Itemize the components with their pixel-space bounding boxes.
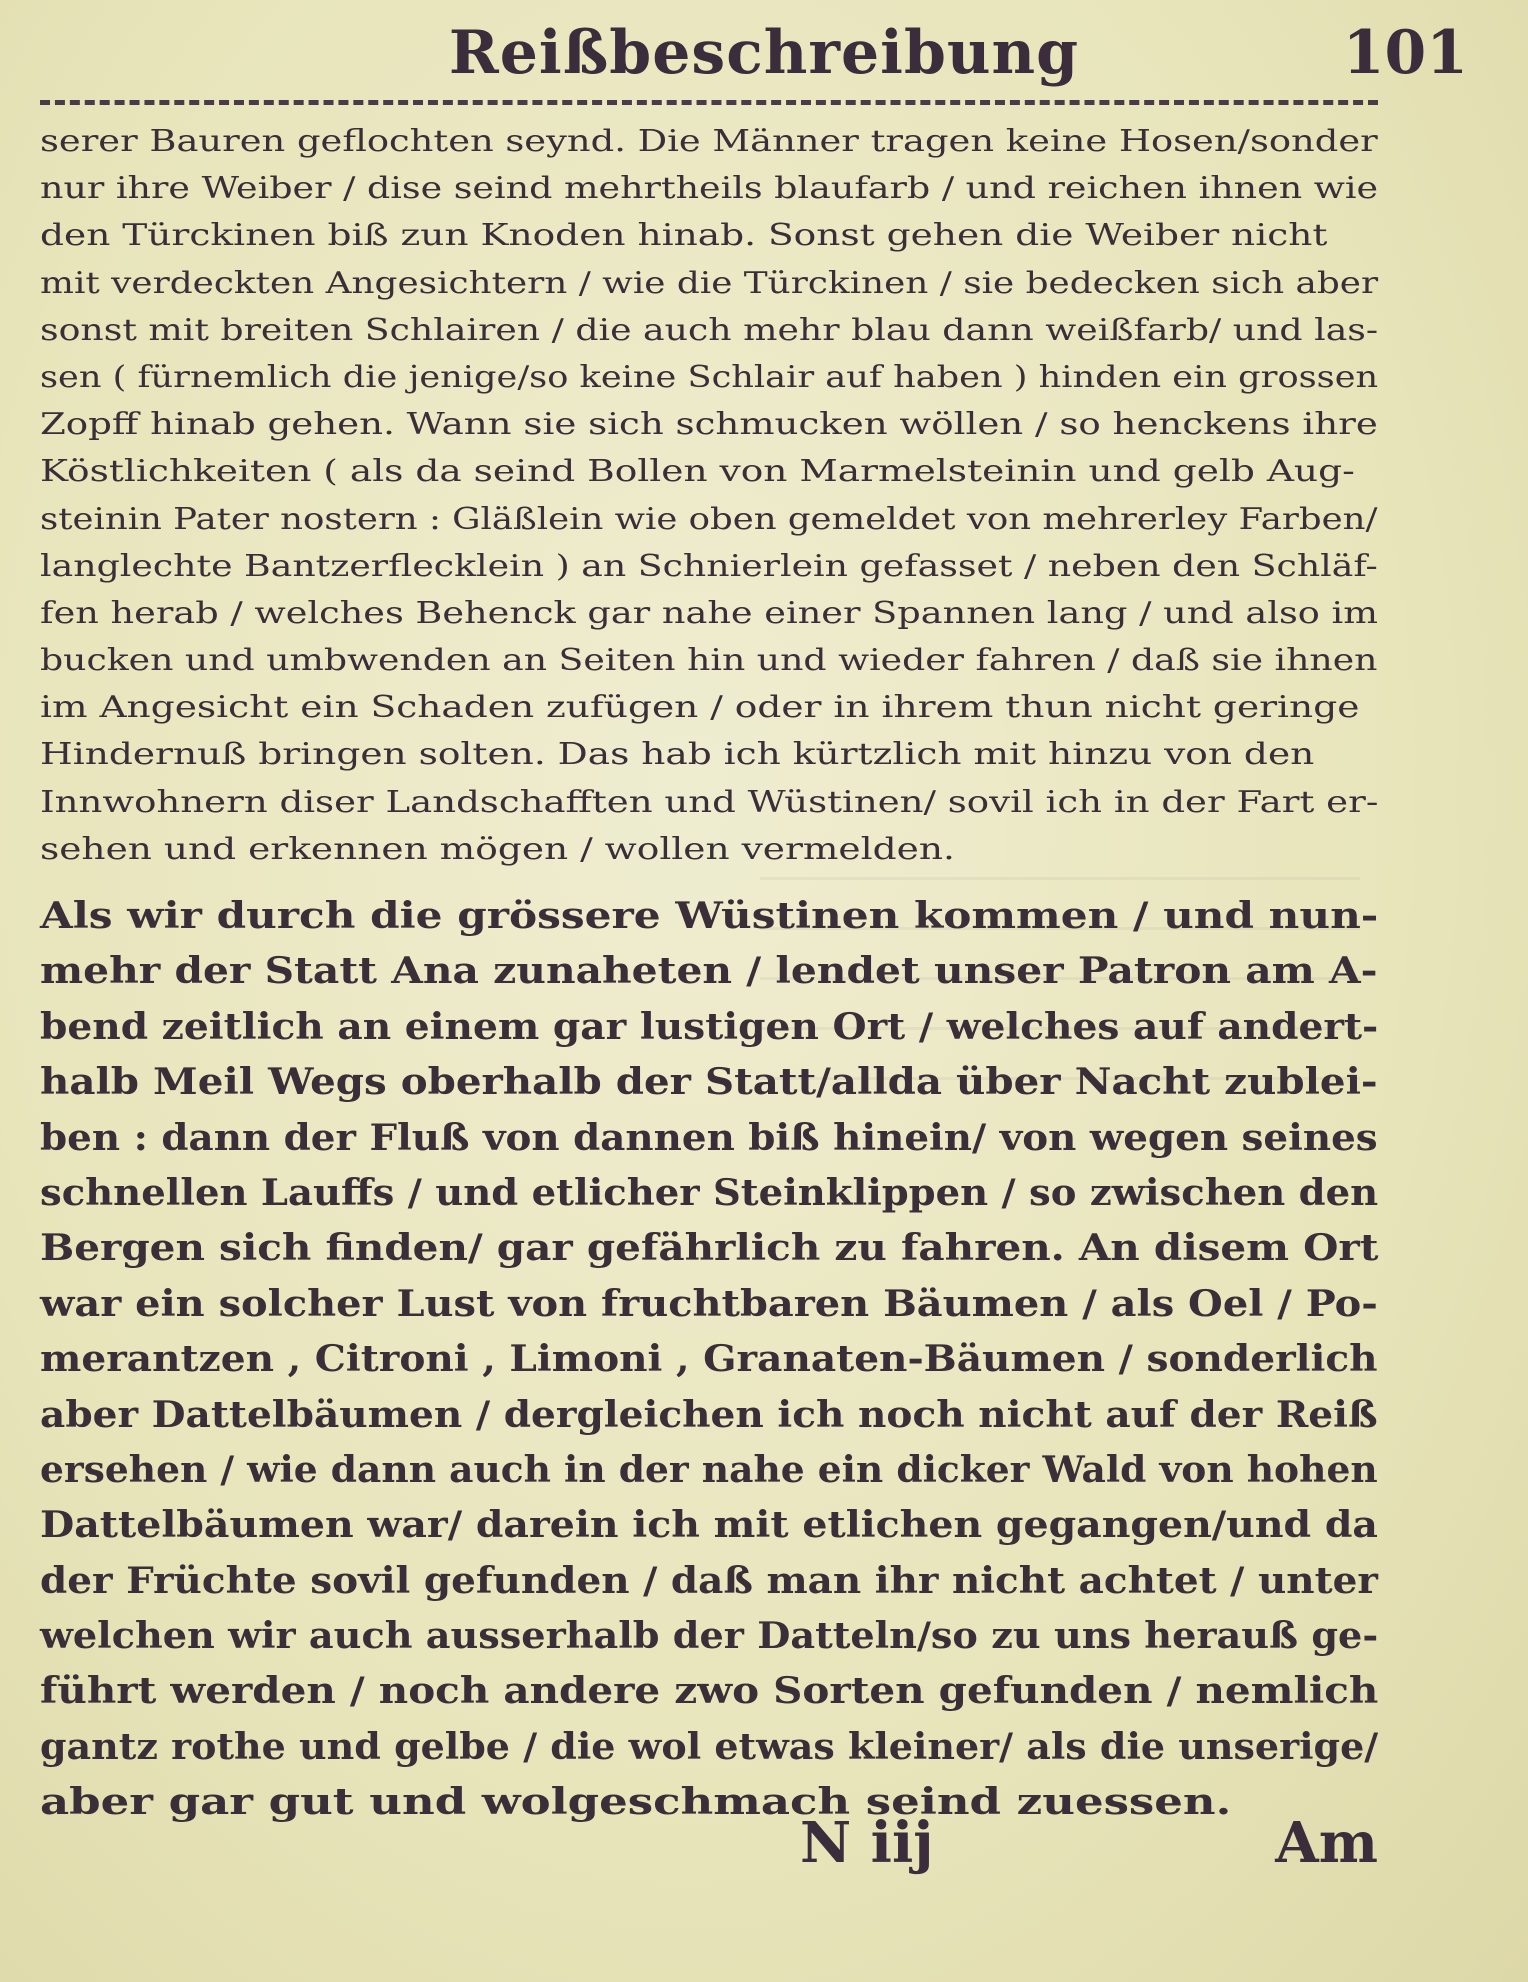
text-line: schnellen Lauffs / und etlicher Steinklippen / so zwischen den	[40, 1171, 1379, 1214]
text-line: steinin Pater nostern : Gläßlein wie oben gemeldet von mehrerley Farben/	[40, 501, 1378, 537]
text-line: welchen wir auch ausserhalb der Datteln/so zu uns herauß ge-	[40, 1615, 1379, 1658]
text-line: war ein solcher Lust von fruchtbaren Bäumen / als Oel / Po-	[40, 1282, 1378, 1325]
signature-mark: N iij	[800, 1810, 934, 1876]
body-text	[40, 118, 1378, 1831]
page-header	[40, 18, 1488, 98]
text-line: sehen und erkennen mögen / wollen vermelden.	[40, 831, 955, 867]
paragraph-1	[40, 118, 1378, 873]
header-rule	[40, 100, 1378, 105]
text-line: den Türckinen biß zun Knoden hinab. Sonst gehen die Weiber nicht	[40, 218, 1328, 254]
catchword: Am	[1275, 1810, 1378, 1876]
text-line: nur ihre Weiber / dise seind mehrtheils blaufarb / und reichen ihnen wie	[40, 171, 1379, 207]
text-line: bend zeitlich an einem gar lustigen Ort / welches auf andert-	[40, 1005, 1379, 1048]
text-line: Innwohnern diser Landschafften und Wüstinen/ sovil ich in der Fart er-	[40, 784, 1379, 820]
page-footer	[40, 1810, 1378, 1890]
page-number: 101	[1342, 18, 1468, 88]
text-line: bucken und umbwenden an Seiten hin und wieder fahren / daß sie ihnen	[40, 643, 1378, 679]
text-line: aber Dattelbäumen / dergleichen ich noch nicht auf der Reiß	[40, 1393, 1378, 1436]
text-line: führt werden / noch andere zwo Sorten gefunden / nemlich	[40, 1670, 1379, 1713]
text-line: Dattelbäumen war/ darein ich mit etlichen gegangen/und da	[40, 1504, 1378, 1547]
text-line: halb Meil Wegs oberhalb der Statt/allda über Nacht zublei-	[40, 1061, 1378, 1104]
text-line: merantzen , Citroni , Limoni , Granaten-Bäumen / sonderlich	[40, 1338, 1378, 1381]
text-line: sonst mit breiten Schlairen / die auch mehr blau dann weißfarb/ und las-	[40, 312, 1379, 348]
text-line: sen ( fürnemlich die jenige/so keine Schlair auf haben ) hinden ein grossen	[40, 359, 1379, 395]
text-line: mit verdeckten Angesichtern / wie die Türckinen / sie bedecken sich aber	[40, 265, 1379, 301]
text-line: der Früchte sovil gefunden / daß man ihr nicht achtet / unter	[40, 1559, 1378, 1602]
text-line: mehr der Statt Ana zunaheten / lendet unser Patron am A-	[40, 950, 1378, 993]
text-line: aber gar gut und wolgeschmach seind zuessen.	[40, 1781, 1232, 1824]
text-line: ersehen / wie dann auch in der nahe ein dicker Wald von hohen	[40, 1448, 1378, 1491]
running-head: Reißbeschreibung	[448, 18, 1080, 88]
text-line: serer Bauren geflochten seynd. Die Männer tragen keine Hosen/sonder	[40, 124, 1378, 159]
text-line: gantz rothe und gelbe / die wol etwas kleiner/ als die unserige/	[40, 1725, 1379, 1768]
text-line: langlechte Bantzerflecklein ) an Schnierlein gefasset / neben den Schläf-	[40, 548, 1378, 584]
text-line: Hindernuß bringen solten. Das hab ich kürtzlich mit hinzu von den	[40, 737, 1315, 773]
text-line: ben : dann der Fluß von dannen biß hinein/ von wegen seines	[40, 1116, 1378, 1159]
text-line: Als wir durch die grössere Wüstinen kommen / und nun-	[40, 895, 1379, 937]
text-line: fen herab / welches Behenck gar nahe einer Spannen lang / und also im	[40, 595, 1379, 631]
paragraph-2	[40, 889, 1378, 1831]
text-line: Köstlichkeiten ( als da seind Bollen von Marmelsteinin und gelb Aug-	[40, 454, 1355, 490]
text-line: im Angesicht ein Schaden zufügen / oder in ihrem thun nicht geringe	[40, 690, 1360, 726]
text-line: Bergen sich finden/ gar gefährlich zu fahren. An disem Ort	[40, 1227, 1379, 1270]
text-line: Zopff hinab gehen. Wann sie sich schmucken wöllen / so henckens ihre	[40, 407, 1378, 443]
